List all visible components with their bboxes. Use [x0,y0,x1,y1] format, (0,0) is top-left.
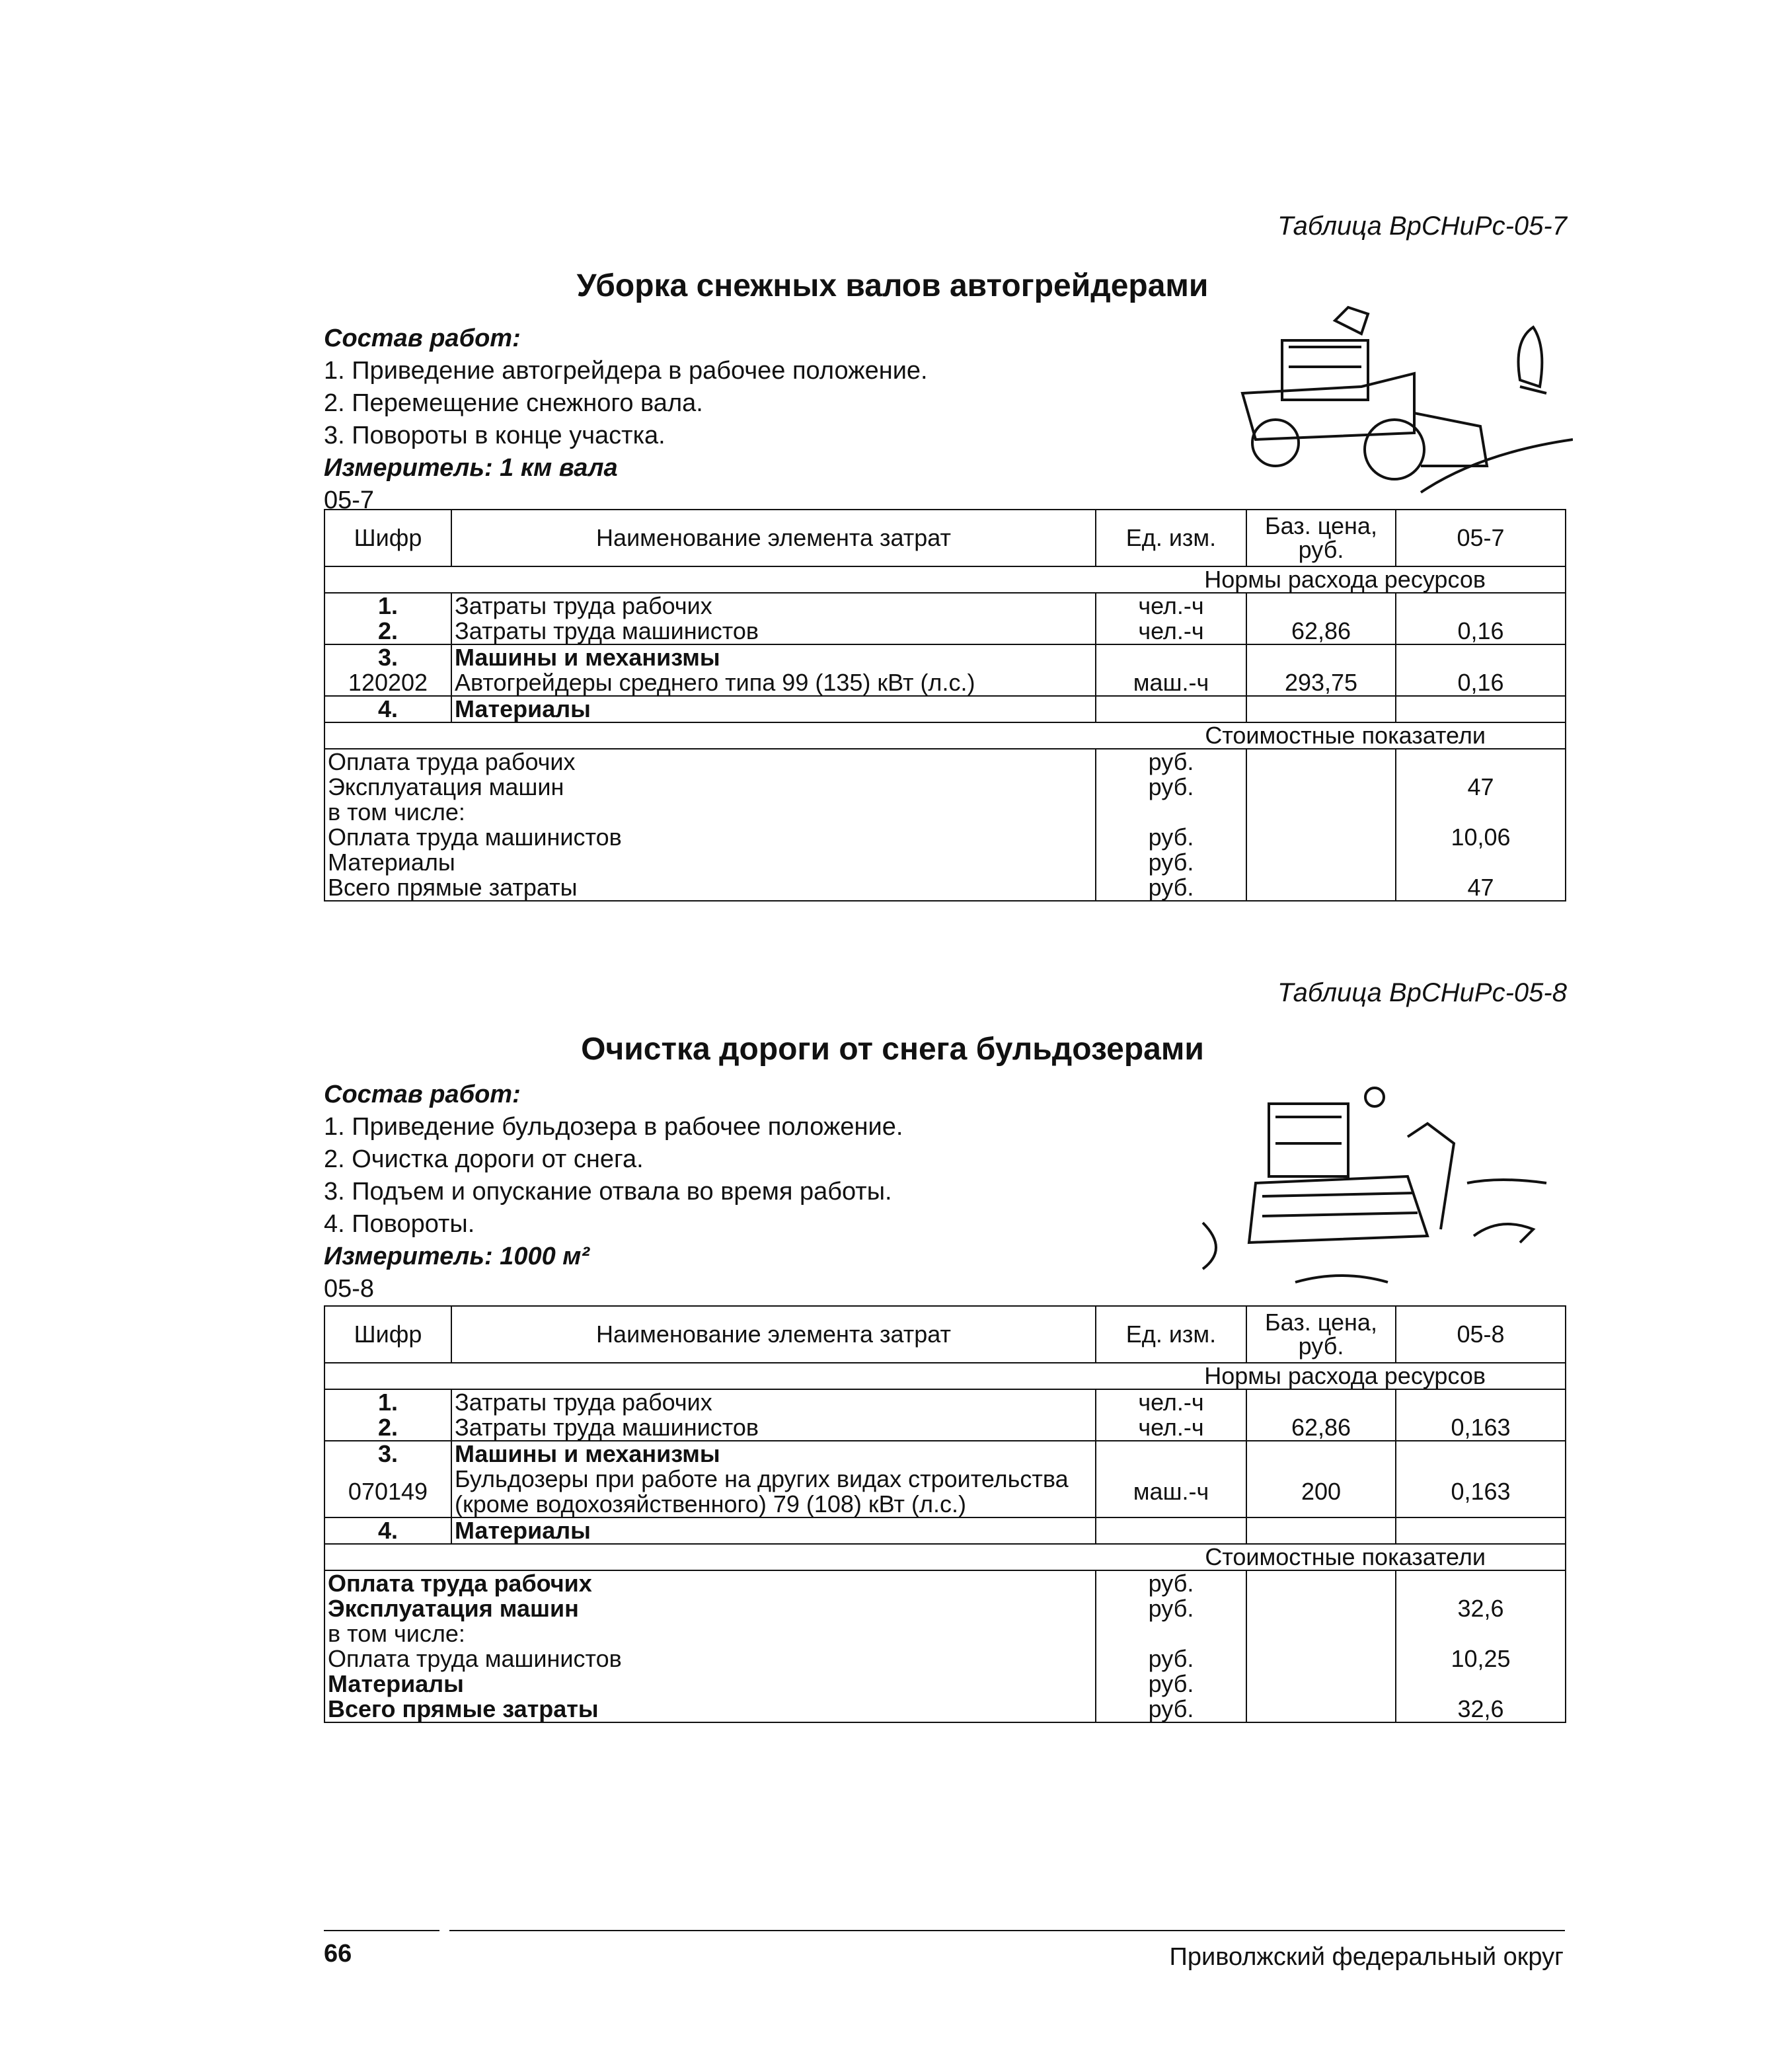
cost-name: Оплата труда машинистов [324,825,1096,850]
cost-row [324,1596,1566,1621]
cost-value: 10,06 [1396,825,1566,850]
cost-unit: руб. [1096,850,1246,875]
cell-value [1396,1517,1566,1544]
cost-unit: руб. [1096,1570,1246,1596]
table-row [324,1441,1566,1467]
cell-price [1246,644,1396,670]
cell-cipher: 070149 [324,1467,451,1517]
cost-row [324,850,1566,875]
cost-name: Эксплуатация машин [324,1596,1096,1621]
table-row [324,644,1566,670]
cell-cipher: 120202 [324,670,451,696]
cell-unit [1096,644,1246,670]
header-price: Баз. цена, руб. [1246,510,1396,566]
cost-value: 32,6 [1396,1697,1566,1722]
header-unit: Ед. изм. [1096,1306,1246,1363]
cost-value: 47 [1396,775,1566,800]
cell-name: Затраты труда рабочих [451,593,1096,619]
cost-row [324,1697,1566,1722]
header-price: Баз. цена, руб. [1246,1306,1396,1363]
cost-name: Всего прямые затраты [324,1697,1096,1722]
work-item: 3. Подъем и опускание отвала во время работы. [324,1178,892,1206]
footer-rule [449,1930,1565,1931]
cost-unit: руб. [1096,1671,1246,1697]
cost-value [1396,800,1566,825]
measure-unit: Измеритель: 1 км вала [324,454,618,482]
table-code: 05-7 [324,486,375,514]
cost-value [1396,749,1566,775]
cell-cipher: 2. [324,619,451,644]
table-row [324,1389,1566,1415]
cell-name: Бульдозеры при работе на других видах строительства (кроме водохозяйственного) 79 (108) кВт (л.с.) [451,1467,1096,1517]
footer-rule [324,1930,439,1931]
cost-name: Оплата труда рабочих [324,1570,1096,1596]
cost-row [324,825,1566,850]
cell-value [1396,593,1566,619]
cost-row [324,1570,1566,1596]
cost-name: в том числе: [324,800,1096,825]
cell-cipher: 3. [324,1441,451,1467]
table-label: Таблица ВрСНиРс-05-8 [1277,978,1567,1007]
cell-cipher: 1. [324,1389,451,1415]
cell-price: 200 [1246,1467,1396,1517]
table-label: Таблица ВрСНиРс-05-7 [1277,211,1567,241]
table-row [324,670,1566,696]
work-item: 2. Перемещение снежного вала. [324,389,703,417]
cost-table [324,1305,1566,1723]
header-code: 05-7 [1396,510,1566,566]
cell-value [1396,696,1566,722]
table-row [324,1517,1566,1544]
cost-name: в том числе: [324,1621,1096,1646]
work-item: 2. Очистка дороги от снега. [324,1145,644,1173]
cost-value [1396,1621,1566,1646]
header-code: 05-8 [1396,1306,1566,1363]
grader-illustration [1203,301,1573,499]
cell-unit: маш.-ч [1096,1467,1246,1517]
cell-name: Машины и механизмы [451,1441,1096,1467]
cost-name: Оплата труда машинистов [324,1646,1096,1671]
cell-unit: чел.-ч [1096,619,1246,644]
cost-row [324,749,1566,775]
table-row [324,1415,1566,1441]
measure-unit: Измеритель: 1000 м² [324,1243,590,1270]
header-cipher: Шифр [324,1306,451,1363]
cell-cipher: 1. [324,593,451,619]
cell-price [1246,696,1396,722]
cell-price: 62,86 [1246,619,1396,644]
cell-name: Затраты труда рабочих [451,1389,1096,1415]
cell-value: 0,163 [1396,1415,1566,1441]
cell-unit: чел.-ч [1096,1415,1246,1441]
cost-row [324,800,1566,825]
cell-price: 293,75 [1246,670,1396,696]
cost-name: Всего прямые затраты [324,875,1096,901]
section-title: Уборка снежных валов автогрейдерами [576,268,1209,303]
header-cipher: Шифр [324,510,451,566]
cell-name: Затраты труда машинистов [451,1415,1096,1441]
work-composition [324,1079,903,1305]
cell-value: 0,16 [1396,619,1566,644]
page-number: 66 [324,1940,352,1968]
cell-name: Машины и механизмы [451,644,1096,670]
section-title: Очистка дороги от снега бульдозерами [581,1032,1204,1067]
cell-name: Затраты труда машинистов [451,619,1096,644]
header-name: Наименование элемента затрат [451,510,1096,566]
cell-cipher: 3. [324,644,451,670]
cost-name: Оплата труда рабочих [324,749,1096,775]
cost-name: Материалы [324,850,1096,875]
work-item: 1. Приведение бульдозера в рабочее положение. [324,1113,903,1141]
cost-row [324,875,1566,901]
cell-value [1396,1441,1566,1467]
cost-value: 47 [1396,875,1566,901]
cell-cipher: 4. [324,1517,451,1544]
cell-price [1246,1389,1396,1415]
header-name: Наименование элемента затрат [451,1306,1096,1363]
cost-name: Эксплуатация машин [324,775,1096,800]
cost-value [1396,1671,1566,1697]
cost-unit: руб. [1096,1697,1246,1722]
cell-value [1396,1389,1566,1415]
cell-unit [1096,1441,1246,1467]
table-row [324,696,1566,722]
cell-price [1246,1517,1396,1544]
cell-unit: чел.-ч [1096,593,1246,619]
table-row [324,593,1566,619]
cost-name: Материалы [324,1671,1096,1697]
cost-unit [1096,800,1246,825]
work-composition [324,323,928,517]
table-code: 05-8 [324,1275,375,1303]
table-header-row [324,510,1566,566]
cell-name: Материалы [451,696,1096,722]
cost-value [1396,1570,1566,1596]
cost-unit: руб. [1096,875,1246,901]
band-costs: Стоимостные показатели [324,1544,1566,1570]
header-unit: Ед. изм. [1096,510,1246,566]
work-heading: Состав работ: [324,1081,521,1108]
band-costs: Стоимостные показатели [324,722,1566,749]
cell-value: 0,16 [1396,670,1566,696]
cost-value: 10,25 [1396,1646,1566,1671]
cell-price [1246,1441,1396,1467]
cell-name: Материалы [451,1517,1096,1544]
work-item: 3. Повороты в конце участка. [324,422,665,449]
cell-cipher: 4. [324,696,451,722]
cost-unit: руб. [1096,1646,1246,1671]
cell-unit: маш.-ч [1096,670,1246,696]
work-item: 1. Приведение автогрейдера в рабочее положение. [324,357,928,385]
table-row [324,619,1566,644]
bulldozer-illustration [1190,1084,1573,1302]
cost-unit: руб. [1096,749,1246,775]
cost-row [324,775,1566,800]
footer-region: Приволжский федеральный округ [1169,1943,1564,1971]
cell-unit: чел.-ч [1096,1389,1246,1415]
cost-value [1396,850,1566,875]
cost-row [324,1646,1566,1671]
cost-value: 32,6 [1396,1596,1566,1621]
band-norms: Нормы расхода ресурсов [324,1363,1566,1389]
cost-row [324,1621,1566,1646]
table-header-row [324,1306,1566,1363]
cell-unit [1096,1517,1246,1544]
cost-unit: руб. [1096,825,1246,850]
band-norms: Нормы расхода ресурсов [324,566,1566,593]
cell-price [1246,593,1396,619]
work-item: 4. Повороты. [324,1210,475,1238]
work-heading: Состав работ: [324,325,521,352]
cell-value [1396,644,1566,670]
cost-row [324,1671,1566,1697]
cell-cipher: 2. [324,1415,451,1441]
cell-name: Автогрейдеры среднего типа 99 (135) кВт (л.с.) [451,670,1096,696]
table-row [324,1467,1566,1517]
cost-table [324,509,1566,902]
cost-unit: руб. [1096,1596,1246,1621]
cost-unit [1096,1621,1246,1646]
cell-unit [1096,696,1246,722]
cell-price: 62,86 [1246,1415,1396,1441]
cost-unit: руб. [1096,775,1246,800]
cell-value: 0,163 [1396,1467,1566,1517]
